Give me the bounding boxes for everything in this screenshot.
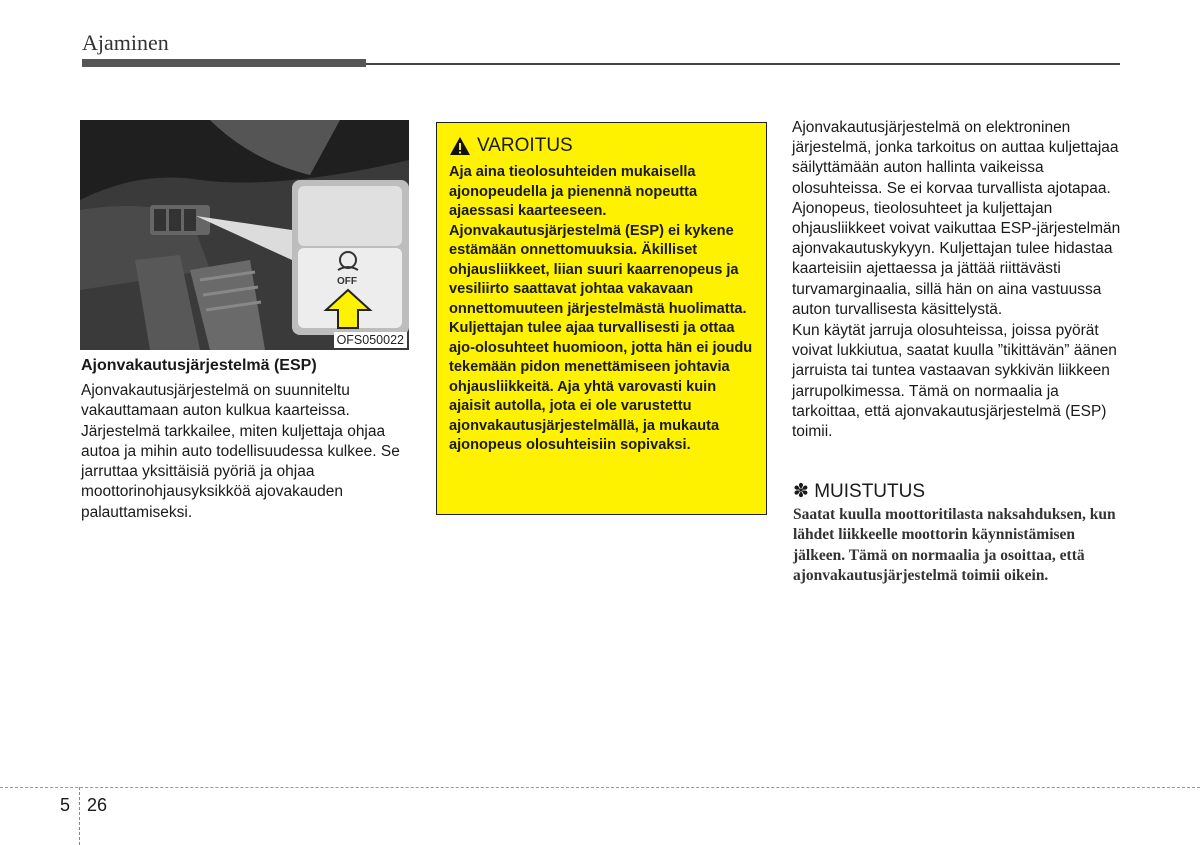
note-text: Saatat kuulla moottoritilasta naksahduksen, kun lähdet liikkeelle moottorin käynnistämisen jälkeen. Tämä on normaalia ja osoittaa, että ajonvakautusjärjestelmä toimii oikein.	[793, 506, 1116, 584]
esp-description: Ajonvakautusjärjestelmä on suunniteltu vakauttamaan auton kulkua kaarteissa. Järjestelmä tarkkailee, miten kuljettaja ohjaa autoa ja mihin auto todellisuudessa kulkee. Se jarruttaa yksittäisiä pyöriä ja ohjaa moottorinohjausyksikköä ajovakauden palauttamiseksi.	[81, 382, 400, 521]
header-rule	[366, 63, 1120, 65]
warning-box	[436, 122, 767, 515]
header-bar	[82, 59, 366, 67]
chapter-number: 5	[60, 795, 71, 815]
esp-button-photo	[80, 120, 409, 350]
paragraph-2: Kun käytät jarruja olosuhteissa, joissa pyörät voivat lukkiutua, saatat kuulla ”tikittävän” äänen jarruista tai tuntea vastaavan sykkivän liikkeen jarrupolkimessa. Tämä on normaalia ja tarkoittaa, että ajonvakautusjärjestelmä (ESP) toimii.	[792, 322, 1117, 441]
warning-title-text: VAROITUS	[477, 135, 573, 156]
page-header-title: Ajaminen	[82, 30, 169, 55]
warning-triangle-icon	[449, 136, 471, 156]
off-label: OFF	[337, 276, 357, 287]
footer-divider	[79, 787, 80, 845]
warning-title	[449, 135, 573, 157]
esp-heading: Ajonvakautusjärjestelmä (ESP)	[81, 357, 317, 374]
page-number: 26	[87, 795, 108, 815]
paragraph-1: Ajonvakautusjärjestelmä on elektroninen järjestelmä, jonka tarkoitus on auttaa kuljettajaa säilyttämään auton hallinta vaikeissa olosuhteissa. Se ei korvaa turvallista ajotapaa. Ajonopeus, tieolosuhteet ja kuljettajan ohjausliikkeet voivat vaikuttaa ESP-järjestelmän ajonvakautuskykyyn. Kuljettajan tulee hidastaa kaarteisiin ajettaessa ja jättää riittävästi turvamarginaalia, sillä hän on aina vastuussa auton turvallisesta käsittelystä.	[792, 119, 1121, 318]
warning-text: Aja aina tieolosuhteiden mukaisella ajonopeudella ja pienennä nopeutta ajaessasi kaarteeseen. Ajonvakautusjärjestelmä (ESP) ei kykene estämään onnettomuuksia. Äkilliset ohjausliikkeet, liian suuri kaarrenopeus ja vesiliirto saattavat johtaa vakavaan onnettomuuteen järjestelmästä huolimatta. Kuljettajan tulee ajaa turvallisesti ja ottaa ajo-olosuhteet huomioon, jotta hän ei joudu tekemään pidon menettämiseen johtavia ohjausliikkeitä. Aja yhtä varovasti kuin ajaisit autolla, jota ei ole varustettu ajonvakautusjärjestelmällä, ja mukauta ajonopeus olosuhteisiin sopivaksi.	[449, 164, 753, 453]
footer-rule	[0, 787, 1200, 788]
figure-code: OFS050022	[334, 332, 407, 348]
column-3-text	[792, 118, 1122, 443]
note-title: ✽ MUISTUTUS	[793, 481, 926, 502]
